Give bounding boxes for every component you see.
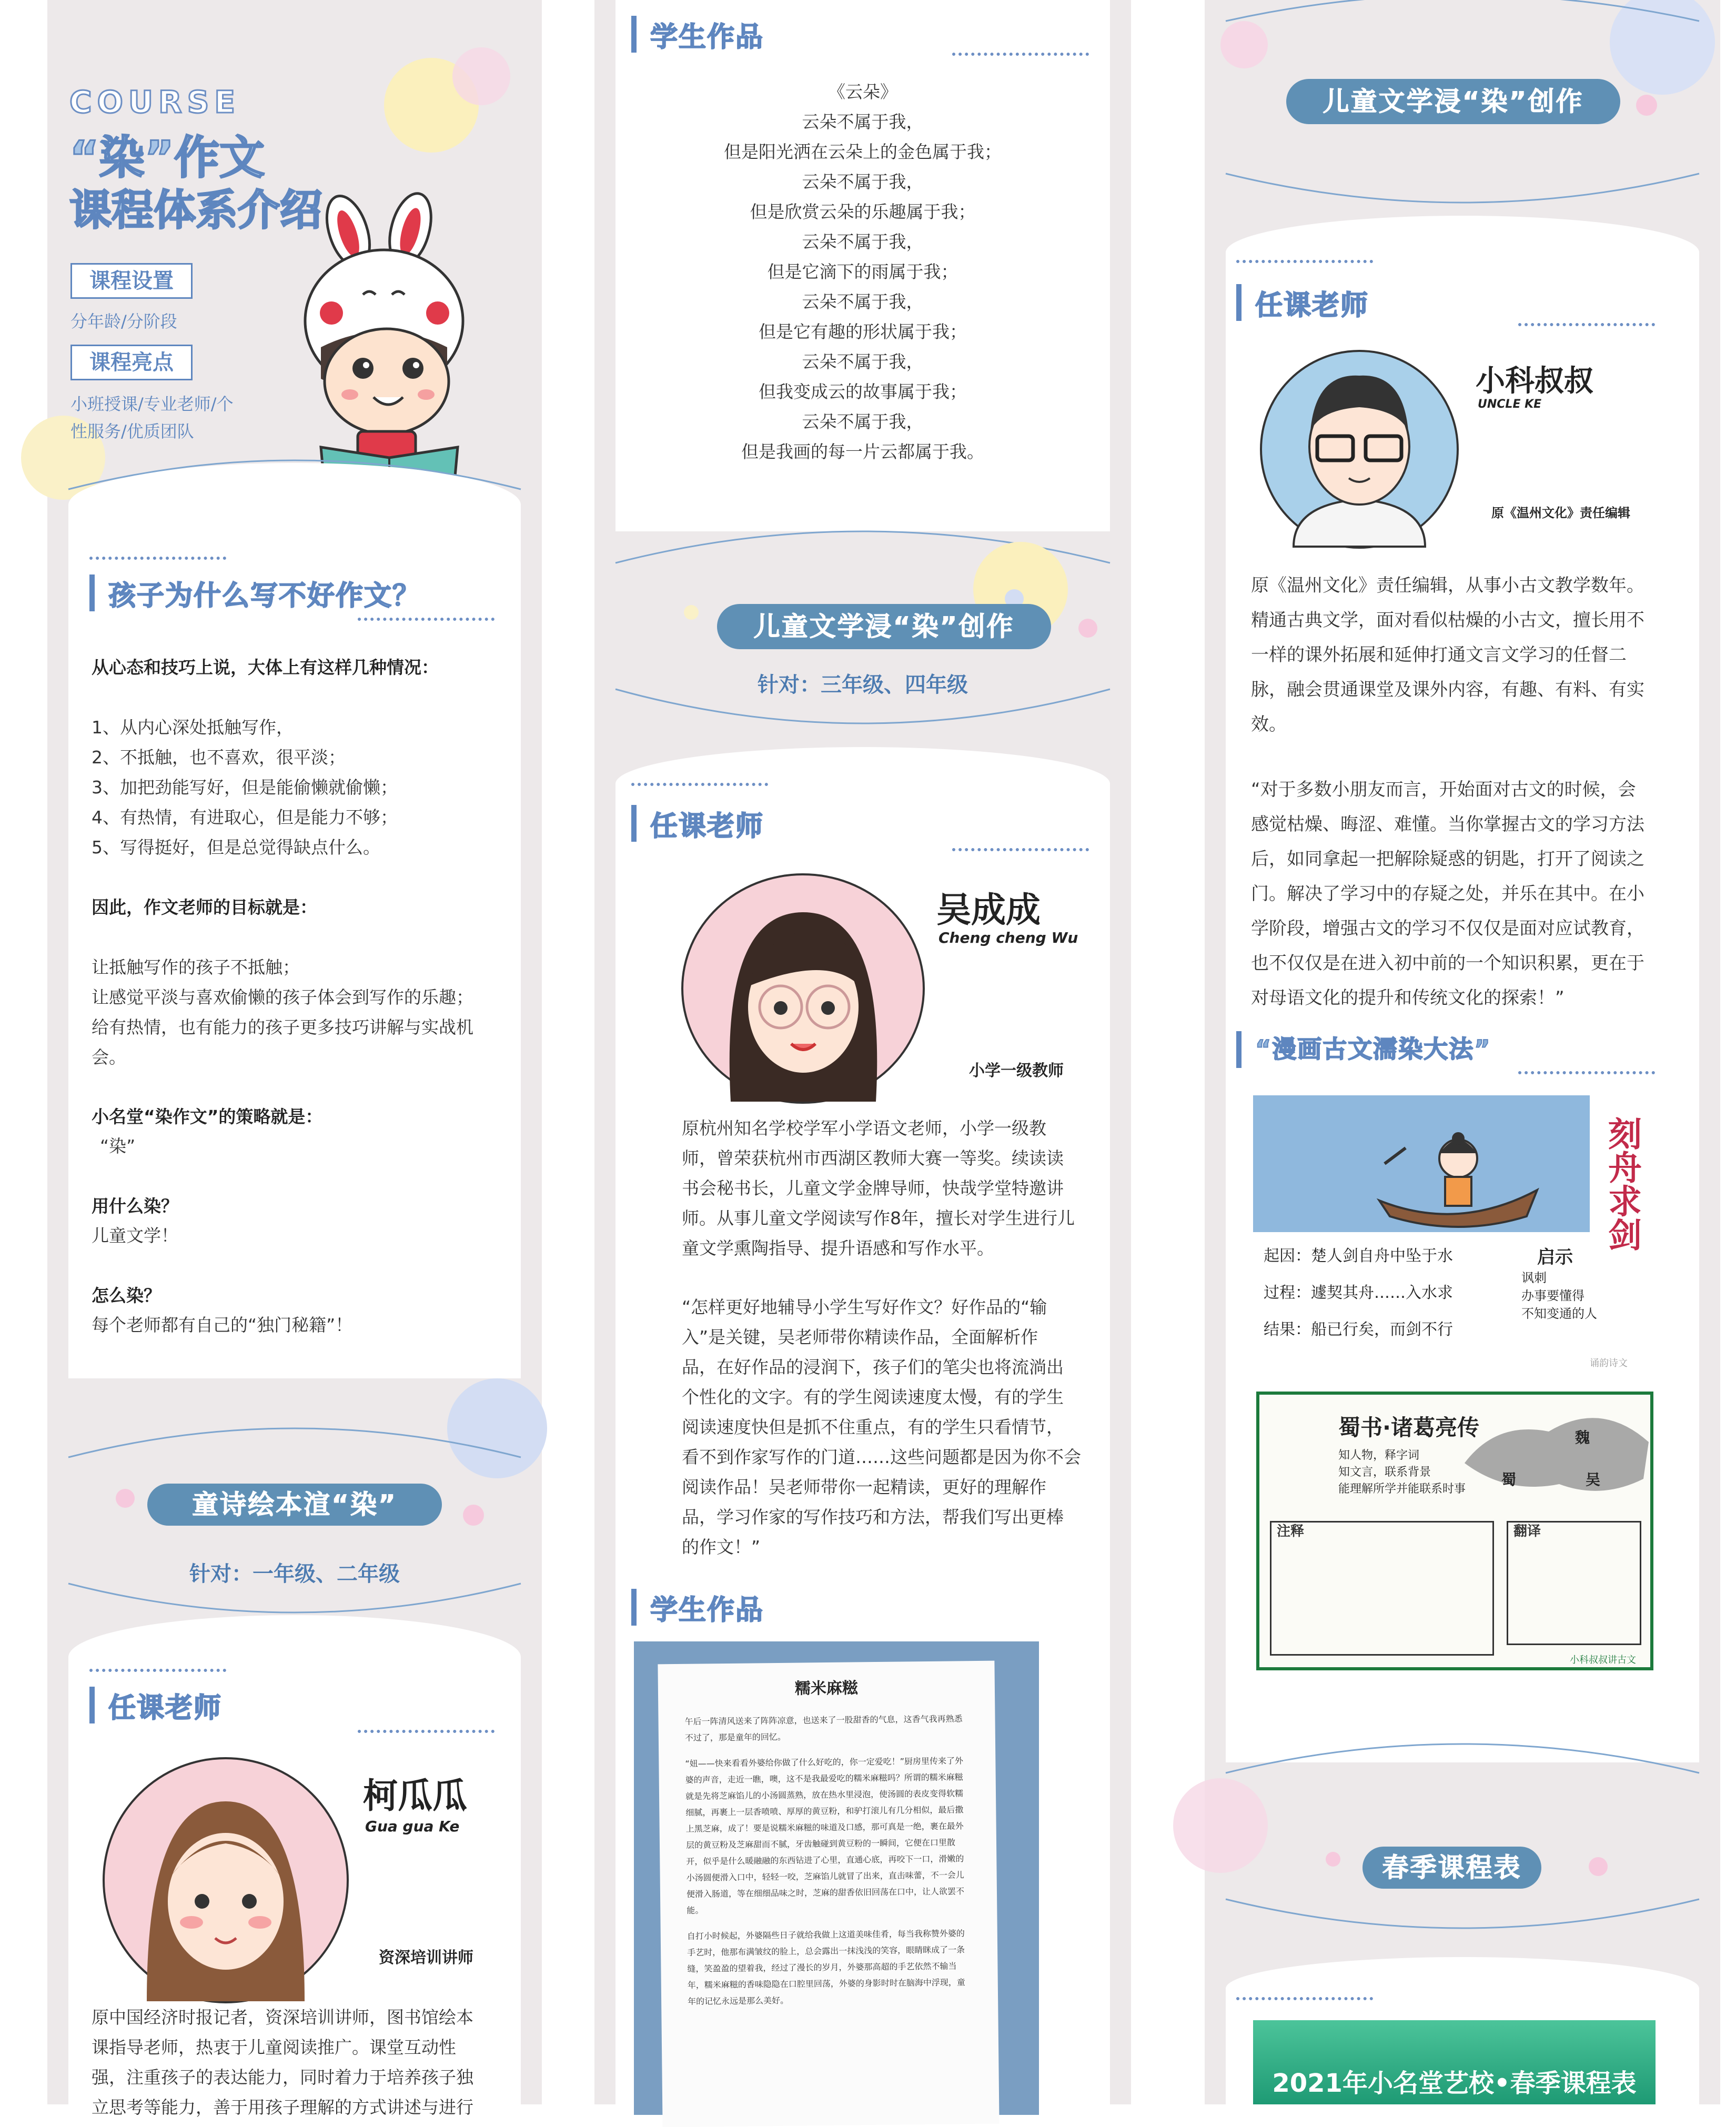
tag-highlights-sub: 小班授课/专业老师/个 性服务/优质团队 (70, 394, 234, 441)
section-heading-works (631, 11, 1031, 58)
course-target-1: 针对：一年级、二年级 (189, 1562, 400, 1586)
map-label-wu: 吴 (1586, 1471, 1601, 1488)
comic-kezhouqiujian (1253, 1095, 1656, 1374)
why-list: 1、从内心深处抵触写作， 2、不抵触，也不喜欢，很平淡； 3、加把劲能写好，但是能偷懒就偷懒； 4、有热情，有进取心，但是能力不够； 5、写得挺好，但是总觉得缺点什么。 (92, 717, 398, 858)
comic1-row-3: 结果：船已行矣，而剑不行 (1264, 1320, 1453, 1339)
dotted-rule (89, 557, 226, 560)
heading-bar (1236, 284, 1242, 321)
teacher-title-ke: 资深培训讲师 (379, 1949, 473, 1967)
comic1-row-2: 过程：遽契其舟……入水求 (1264, 1284, 1453, 1302)
comic2-title: 蜀书·诸葛亮传 (1338, 1415, 1479, 1440)
section-heading-text: 孩子为什么写不好作文？ (108, 580, 421, 612)
essay-paragraph-1: 午后一阵清风送来了阵阵凉意，也送来了一股甜香的气息，这香气我再熟悉不过了，那是童年的回忆。 (684, 1713, 963, 1743)
comic-zhuge-liang (1256, 1392, 1653, 1670)
use-text: 儿童文学！ (92, 1225, 178, 1246)
dotted-rule (1518, 1071, 1655, 1074)
section-heading-text: “漫画古文濡染大法” (1255, 1035, 1491, 1063)
decor-bubble (1173, 1778, 1268, 1873)
schedule-banner-text: 2021年小名堂艺校•春季课程表 (1272, 2069, 1637, 2098)
dotted-rule (952, 848, 1089, 851)
dotted-rule (1236, 1997, 1373, 2000)
dotted-rule (89, 1669, 226, 1672)
section-heading-text: 任课老师 (650, 811, 764, 842)
boat-illustration (1374, 1127, 1542, 1243)
teacher-title-uncle-ke: 原《温州文化》责任编辑 (1491, 506, 1630, 520)
comic1-hint-text: 讽刺 办事要懂得 不知变通的人 (1521, 1271, 1597, 1321)
teacher-bio-uncle-ke: 原《温州文化》责任编辑，从事小古文教学数年。 精通古典文学，面对看似枯燥的小古文，擅长用不 一样的课外拓展和延伸打通文言文学习的任督二 脉，融会贯通课堂及课外内容，有趣、有料、有实 效。 (1251, 575, 1644, 735)
essay-paragraph-2: “妞——快来看看外婆给你做了什么好吃的，你一定爱吃！”厨房里传来了外婆的声音，走近一瞧，噢，这不是我最爱吃的糯米麻糍吗？所谓的糯米麻糍就是先将芝麻馅儿的小汤圆蒸熟，放在热水里浸泡，使汤圆的表皮变得软糯细腻，再裹上一层香喷喷、厚厚的黄豆粉，和驴打滚儿有几分相似，最后撒上黑芝麻，成了！要是说糯米麻糍的味道及口感，那可真是一绝，裹在最外层的黄豆粉及芝麻甜而不腻，牙齿触碰到黄豆粉的一瞬间，它便在口里散开，似乎是什么暖融融的东西钻进了心里，直通心底，再咬下一口，滑嫩的小汤圆便滑入口中，轻轻一咬，芝麻馅儿就冒了出来，直击味蕾，不一会儿便滑入肠道，等在细细品味之时，芝麻的甜香依旧回荡在口中，让人欲罢不能。 (685, 1756, 965, 1916)
comic2-box-2: 翻译 (1513, 1524, 1541, 1539)
dotted-rule (358, 1730, 494, 1733)
decor-bubble (1589, 1857, 1608, 1876)
dotted-rule (952, 53, 1089, 56)
goal-heading: 因此，作文老师的目标就是： (92, 897, 317, 918)
use-heading: 用什么染？ (92, 1196, 178, 1216)
section-heading-text: 学生作品 (650, 22, 764, 53)
section-heading-text: 学生作品 (650, 1595, 764, 1626)
column-1 (47, 0, 542, 2118)
comic2-translation-box (1507, 1521, 1641, 1645)
essay-paper (658, 1661, 999, 2127)
column-2 (594, 0, 1131, 2104)
comic1-mark: 诵韵诗文 (1590, 1358, 1628, 1369)
decor-bubble (1078, 619, 1097, 638)
comic2-mark: 小科叔叔讲古文 (1570, 1655, 1636, 1666)
teacher-avatar-ke (103, 1757, 349, 2003)
comic1-title: 刻舟求剑 (1602, 1116, 1641, 1251)
section-heading-why (89, 569, 489, 617)
teacher-pinyin-wu: Cheng cheng Wu (938, 929, 1078, 946)
tag-course-settings-sub: 分年龄/分阶段 (70, 311, 177, 331)
dotted-rule (631, 783, 768, 786)
comic2-sub-3: 能理解所学并能联系时事 (1338, 1483, 1466, 1496)
section-heading-works-2 (631, 1584, 1031, 1631)
decor-bubble (1326, 1852, 1340, 1867)
comic2-annotation-box (1270, 1521, 1494, 1656)
course-pill-1: 童诗绘本渲“染” (147, 1484, 442, 1526)
column-3 (1205, 0, 1720, 2104)
teacher-bio-ke: 原中国经济时报记者，资深培训讲师，图书馆绘本 课指导老师，热衷于儿童阅读推广。课堂互动性 强，注重孩子的表达能力，同时着力于培养孩子独 立思考等能力，善于用孩子理解的方式讲述与进行 (92, 2007, 473, 2118)
map-illustration (1459, 1400, 1654, 1505)
teacher-name-ke: 柯瓜瓜 (363, 1776, 467, 1816)
comic2-sub-2: 知文言，联系背景 (1338, 1466, 1431, 1479)
hero-title-2: 课程体系介绍 (69, 186, 322, 235)
how-text: 每个老师都有自己的“独门秘籍”！ (92, 1315, 353, 1335)
section-heading-teacher-1 (89, 1681, 489, 1729)
hero-title-1: “染”作文 (69, 132, 265, 184)
comic1-hint: 启示 (1537, 1247, 1573, 1268)
goal-text: 让抵触写作的孩子不抵触； 让感觉平淡与喜欢偷懒的孩子体会到写作的乐趣； 给有热情，也有能力的孩子更多技巧讲解与实战机 会。 (92, 957, 473, 1067)
poem-yunduo: 《云朵》 云朵不属于我， 但是阳光洒在云朵上的金色属于我； 云朵不属于我， 但是欣赏云朵的乐趣属于我； 云朵不属于我， 但是它滴下的雨属于我； 云朵不属于我， 但是它有趣的形状属于我； 云朵不属于我， 但我变成云的故事属于我； 云朵不属于我， 但是我画的每一片云都属于我。 (724, 82, 1002, 462)
heading-bar (631, 805, 637, 842)
essay-title: 糯米麻糍 (794, 1679, 859, 1698)
map-label-wei: 魏 (1575, 1429, 1590, 1446)
course-word: COURSE (69, 84, 241, 120)
course-pill-2: 儿童文学浸“染”创作 (717, 604, 1051, 649)
strategy-heading: 小名堂“染作文”的策略就是： (92, 1106, 323, 1127)
teacher-quote-uncle-ke: “对于多数小朋友而言，开始面对古文的时候，会 感觉枯燥、晦涩、难懂。当你掌握古文的学习方法 后，如同拿起一把解除疑惑的钥匙，打开了阅读之 门。解决了学习中的存疑之处，并乐在其中。在小 学阶段，增强古文的学习不仅仅是面对应试教育， 也不仅仅是在进入初中前的一个知识积累，更在于 对母语文化的提升和传统文化的探索！” (1251, 779, 1644, 1009)
section-heading-teacher-3 (1236, 279, 1636, 326)
essay-paragraph-3: 自打小时候起，外婆隔些日子就给我做上这道美味佳肴，每当我称赞外婆的手艺时，他那布满皱纹的脸上，总会露出一抹浅浅的笑容，眼睛眯成了一条缝，笑盈盈的望着我，经过了漫长的岁月，外婆那高超的手艺依然不输当年，糯米麻糍的香味隐隐在口腔里回荡，外婆的身影时时在脑海中浮现，童年的记忆永远是那么美好。 (687, 1928, 965, 2007)
dotted-rule (1518, 323, 1655, 326)
teacher-avatar-wu (681, 873, 925, 1104)
dotted-rule (358, 618, 494, 621)
comic2-sub-1: 知人物，释字词 (1338, 1449, 1420, 1462)
panel-curve (68, 452, 521, 495)
comic2-box-1: 注释 (1277, 1524, 1305, 1539)
schedule-banner (1253, 2020, 1656, 2104)
teacher-name-wu: 吴成成 (936, 890, 1041, 930)
teacher-pinyin-ke: Gua gua Ke (365, 1818, 460, 1835)
decor-bubble (684, 605, 699, 620)
teacher-avatar-uncle-ke (1260, 350, 1459, 549)
map-label-shu: 蜀 (1501, 1471, 1517, 1488)
heading-bar (89, 574, 95, 611)
spring-pill: 春季课程表 (1362, 1847, 1541, 1889)
tag-course-settings: 课程设置 (70, 263, 193, 299)
heading-bar (631, 16, 637, 53)
dotted-rule (1236, 260, 1373, 263)
tag-highlights: 课程亮点 (70, 345, 193, 380)
band-curve (68, 1420, 521, 1631)
section-heading-method (1236, 1026, 1636, 1073)
decor-bubble (452, 47, 510, 105)
heading-bar (89, 1687, 95, 1723)
teacher-quote-wu: “怎样更好地辅导小学生写好作文？好作品的“输 入”是关键，吴老师带你精读作品，全面解析作 品，在好作品的浸润下，孩子们的笔尖也将流淌出 个性化的文字。有的学生阅读速度太慢，有的学生 阅读速度快但是抓不住重点，有的学生只看情节， 看不到作家写作的门道……这些问题都是因为你不会 阅读作品！吴老师带你一起精读，更好的理解作 品，学习作家的写作技巧和方法，帮我们写出更棒 的作文！” (682, 1297, 1081, 1557)
course-target-2: 针对：三年级、四年级 (758, 673, 968, 697)
section-heading-text: 任课老师 (1255, 290, 1369, 321)
heading-bar (631, 1589, 637, 1626)
essay-photo (634, 1641, 1039, 2115)
teacher-name-uncle-ke: 小科叔叔 (1476, 364, 1593, 398)
course-pill-3: 儿童文学浸“染”创作 (1286, 79, 1620, 124)
comic1-row-1: 起因：楚人剑自舟中坠于水 (1264, 1247, 1453, 1265)
strategy-text: “染” (100, 1136, 136, 1156)
why-intro: 从心态和技巧上说，大体上有这样几种情况： (92, 657, 439, 678)
teacher-pinyin-uncle-ke: UNCLE KE (1478, 398, 1542, 411)
how-heading: 怎么染？ (92, 1285, 161, 1306)
teacher-bio-wu: 原杭州知名学校学军小学语文老师，小学一级教 师，曾荣获杭州市西湖区教师大赛一等奖。续读读 书会秘书长，儿童文学金牌导师，快哉学堂特邀讲 师。从事儿童文学阅读写作8年，擅长对学生进行儿 童文学熏陶指导、提升语感和写作水平。 (682, 1118, 1075, 1258)
heading-bar (1236, 1031, 1242, 1068)
teacher-title-wu: 小学一级教师 (969, 1062, 1064, 1080)
section-heading-teacher-2 (631, 800, 1031, 847)
section-heading-text: 任课老师 (108, 1692, 223, 1724)
